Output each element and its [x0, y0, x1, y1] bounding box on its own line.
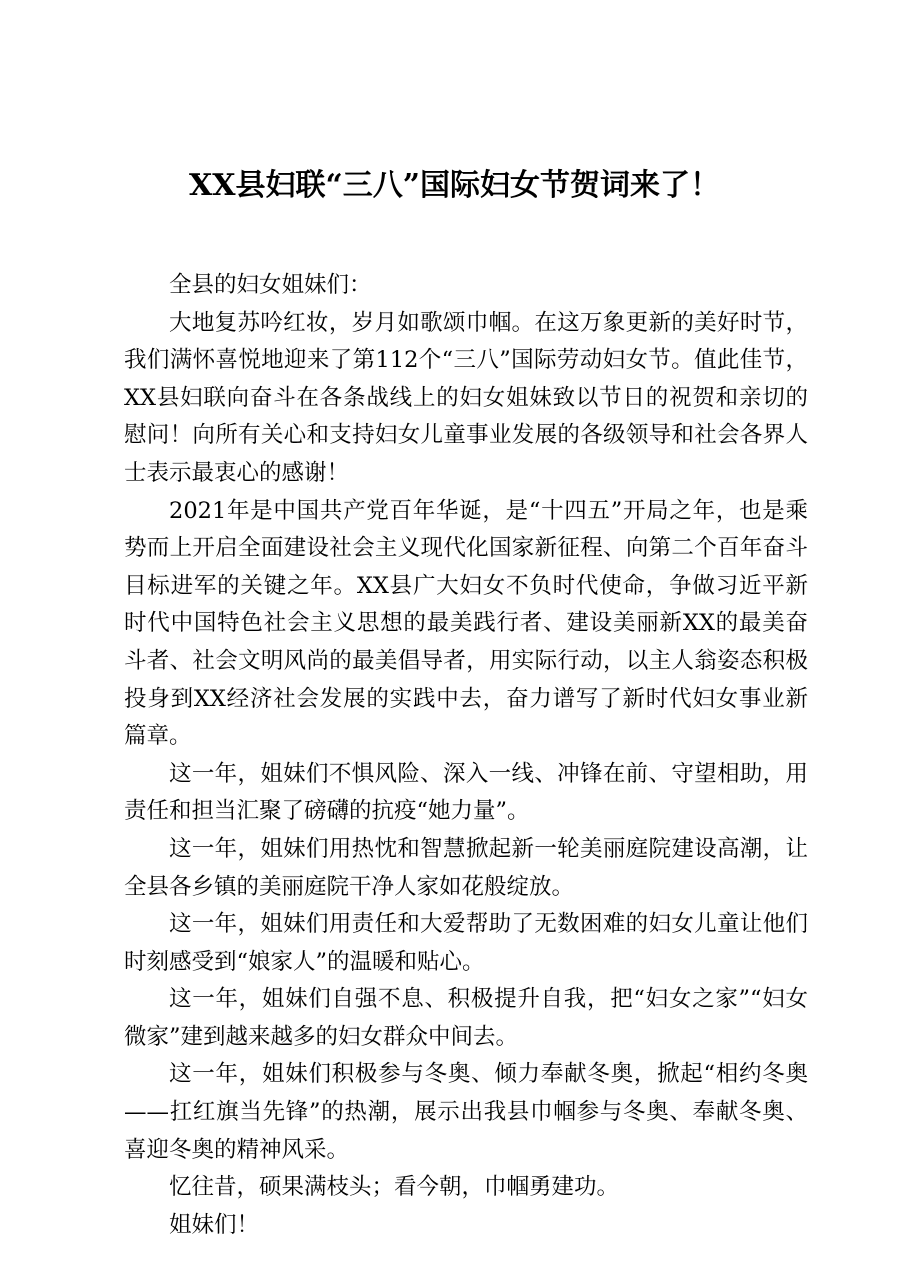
paragraph-2021: 2021年是中国共产党百年华诞，是“十四五”开局之年，也是乘势而上开启全面建设社会主义现代化国家新征程、向第二个百年奋斗目标进军的关键之年。XX县广大妇女不负时代使命，争做习近平新时代中国特色社会主义思想的最美践行者、建设美丽新XX的最美奋斗者、社会文明风尚的最美倡导者，用实际行动，以主人翁姿态积极投身到XX经济社会发展的实践中去，奋力谱写了新时代妇女事业新篇章。	[124, 497, 808, 750]
paragraph-salutation: 全县的妇女姐妹们：	[169, 272, 372, 298]
paragraph-courtyard: 这一年，姐妹们用热忱和智慧掀起新一轮美丽庭院建设高潮，让全县各乡镇的美丽庭院干净人家如花般绽放。	[124, 835, 808, 900]
document-title: XX县妇联“三八”国际妇女节贺词来了！	[188, 168, 721, 203]
paragraph-greeting: 大地复苏吟红妆，岁月如歌颂巾帼。在这万象更新的美好时节，我们满怀喜悦地迎来了第112个“三八”国际劳动妇女节。值此佳节，XX县妇联向奋斗在各条战线上的妇女姐妹致以节日的祝贺和亲切的慰问！向所有关心和支持妇女儿童事业发展的各级领导和社会各界人士表示最衷心的感谢！	[124, 309, 808, 486]
paragraph-recall: 忆往昔，硕果满枝头；看今朝，巾帼勇建功。	[169, 1174, 620, 1201]
document-body	[124, 267, 808, 1244]
paragraph-home: 这一年，姐妹们自强不息、积极提升自我，把“妇女之家”“妇女微家”建到越来越多的妇女群众中间去。	[124, 986, 808, 1050]
paragraph-antiepidemic: 这一年，姐妹们不惧风险、深入一线、冲锋在前、守望相助，用责任和担当汇聚了磅礴的抗疫“她力量”。	[124, 760, 808, 825]
paragraph-sisters: 姐妹们！	[169, 1211, 260, 1238]
paragraph-olympics: 这一年，姐妹们积极参与冬奥、倾力奉献冬奥，掀起“相约冬奥——扛红旗当先锋”的热潮，展示出我县巾帼参与冬奥、奉献冬奥、喜迎冬奥的精神风采。	[124, 1061, 808, 1163]
paragraph-care: 这一年，姐妹们用责任和大爱帮助了无数困难的妇女儿童让他们时刻感受到“娘家人”的温暖和贴心。	[124, 911, 808, 975]
